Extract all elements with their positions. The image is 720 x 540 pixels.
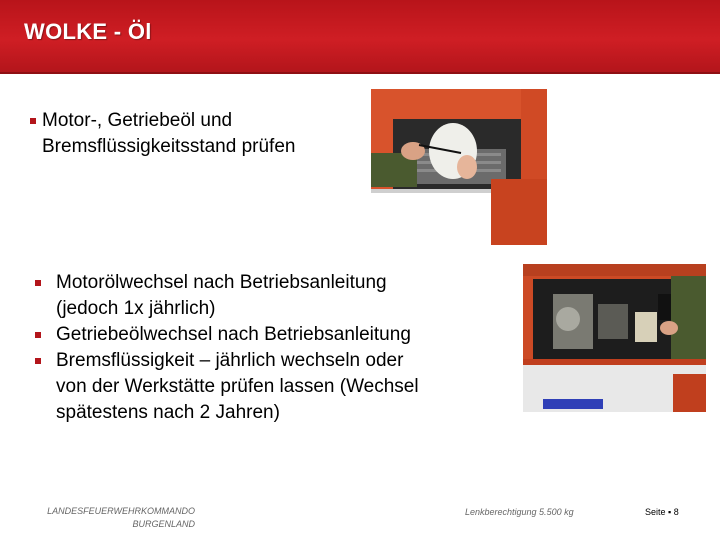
- slide-title: WOLKE - Öl: [24, 19, 152, 44]
- list-item: [34, 270, 524, 322]
- list-item-line: (jedoch 1x jährlich): [56, 298, 216, 319]
- page-separator: ▪: [668, 507, 672, 517]
- footer-org-line2: BURGENLAND: [132, 519, 195, 529]
- top-bullet-line2: Bremsflüssigkeitsstand prüfen: [42, 136, 296, 157]
- list-item-line: Getriebeölwechsel nach Betriebsanleitung: [56, 324, 411, 345]
- footer-license: Lenkberechtigung 5.500 kg: [465, 507, 574, 517]
- footer-organization: [30, 505, 195, 531]
- list-item-line: Motorölwechsel nach Betriebsanleitung: [56, 272, 387, 293]
- engine-oil-check-photo: [371, 89, 547, 245]
- bullet-marker: [30, 118, 36, 124]
- bullet-marker: [35, 332, 41, 338]
- bullet-list: [34, 270, 524, 426]
- page-number: 8: [673, 507, 679, 517]
- list-item: [34, 348, 524, 426]
- engine-compartment-image: [523, 264, 706, 412]
- top-bullet-line1: Motor-, Getriebeöl und: [42, 110, 233, 131]
- list-item-line: Bremsflüssigkeit – jährlich wechseln oder: [56, 350, 404, 371]
- footer-page: [645, 507, 679, 517]
- bullet-marker: [35, 280, 41, 286]
- list-item: [34, 322, 524, 348]
- bullet-marker: [35, 358, 41, 364]
- top-bullet: [30, 108, 360, 160]
- list-item-line: spätestens nach 2 Jahren): [56, 402, 280, 423]
- footer-org-line1: LANDESFEUERWEHRKOMMANDO: [47, 506, 195, 516]
- engine-compartment-photo: [523, 264, 706, 412]
- list-item-line: von der Werkstätte prüfen lassen (Wechsel: [56, 376, 419, 397]
- engine-oil-check-image: [371, 89, 547, 245]
- title-bar: [0, 0, 720, 74]
- page-label: Seite: [645, 507, 666, 517]
